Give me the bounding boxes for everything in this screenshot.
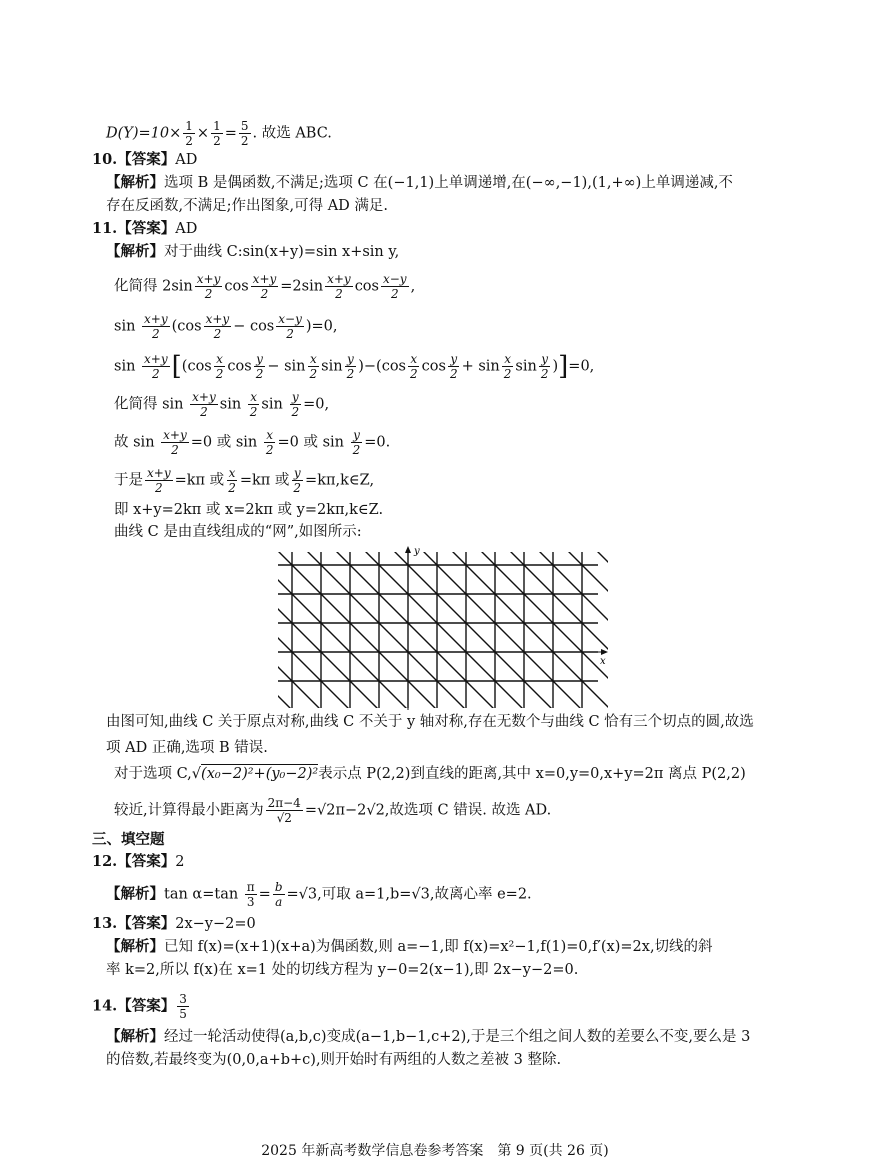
fraction-denominator: 2 xyxy=(540,367,549,381)
fraction xyxy=(291,466,303,495)
q11-simplify-line xyxy=(114,272,415,301)
fraction-denominator: 2 xyxy=(503,367,512,381)
q11-step-6 xyxy=(114,466,374,495)
y-axis-arrow xyxy=(405,546,411,553)
fraction-denominator: 5 xyxy=(179,1007,187,1021)
fraction-denominator: 2 xyxy=(255,367,264,381)
conclusion-text: . 故选 ABC. xyxy=(252,125,332,142)
fraction-numerator: x+y xyxy=(196,272,221,286)
fraction-numerator: π xyxy=(246,880,255,894)
fraction-denominator: 2 xyxy=(154,481,163,495)
text: (cos xyxy=(171,318,202,335)
q11-conclusion-1: 由图可知,曲线 C 关于原点对称,曲线 C 不关于 y 轴对称,存在无数个与曲线 C 恰有三个切点的圆,故选 xyxy=(106,714,754,730)
y-axis-label: y xyxy=(414,546,420,557)
fraction-numerator: x xyxy=(216,352,223,366)
text: cos xyxy=(421,358,446,375)
fraction-denominator: 2 xyxy=(152,367,160,381)
text: 于是 xyxy=(114,472,143,489)
answer-tag: 14.【答案】 xyxy=(92,997,176,1015)
analysis-tag: 【解析】 xyxy=(106,1028,164,1045)
fraction xyxy=(351,428,363,457)
fraction xyxy=(502,352,514,381)
variance-expression: D(Y)=10× xyxy=(106,125,182,142)
fraction-numerator: x+y xyxy=(192,390,216,404)
fraction-numerator: y xyxy=(291,390,299,404)
q11-step-3 xyxy=(114,352,594,381)
text: cos xyxy=(227,358,252,375)
analysis-text: 选项 B 是偶函数,不满足;选项 C 在(−1,1)上单调递增,在(−∞,−1),(1,+∞)上单调递减,不 xyxy=(164,175,733,191)
fraction-numerator: y xyxy=(347,352,354,366)
times-sign: × xyxy=(196,125,210,142)
fraction-numerator: 1 xyxy=(213,119,221,133)
equals-sign: = xyxy=(224,125,237,142)
fraction-numerator: x+y xyxy=(144,352,168,366)
fraction-numerator: x+y xyxy=(163,428,187,442)
q11-distance xyxy=(114,796,551,825)
fraction xyxy=(264,428,276,457)
q11-analysis-line-1 xyxy=(106,242,399,262)
top-variance-line xyxy=(106,119,332,148)
answer-tag: 11.【答案】 xyxy=(92,220,176,237)
q11-option-c: 对于选项 C,√(x₀−2)²+(y₀−2)²表示点 P(2,2)到直线的距离,其中 x=0,y=0,x+y=2π 离点 P(2,2) xyxy=(114,766,746,782)
fraction-denominator: 2 xyxy=(204,287,213,301)
answer-value: 2 xyxy=(175,854,185,870)
text: =0, xyxy=(303,396,330,413)
q10-analysis-line-2: 存在反函数,不满足;作出图象,可得 AD 满足. xyxy=(106,198,389,214)
text: sin xyxy=(219,396,242,413)
diagonal-line xyxy=(353,546,608,710)
text: − sin xyxy=(267,358,306,375)
fraction xyxy=(245,880,257,909)
text: 故 sin xyxy=(114,434,155,451)
text: =0 或 sin xyxy=(190,434,258,451)
fraction-denominator: 2 xyxy=(215,367,224,381)
fraction-denominator: 2 xyxy=(286,327,294,341)
fraction-half xyxy=(183,119,195,148)
fraction xyxy=(381,272,409,301)
fraction xyxy=(142,312,170,341)
fraction xyxy=(539,352,551,381)
answer-value: AD xyxy=(175,152,198,168)
fraction-denominator: 2 xyxy=(152,327,160,341)
text: sin xyxy=(261,396,283,413)
text: =0. xyxy=(364,434,391,451)
bracket: ] xyxy=(558,351,569,382)
fraction-denominator: 2 xyxy=(213,327,222,341)
fraction xyxy=(325,272,353,301)
fraction-half xyxy=(211,119,223,148)
fraction xyxy=(254,352,266,381)
fraction-denominator: 2 xyxy=(260,287,269,301)
fraction-numerator: x−y xyxy=(382,272,407,286)
diagonal-line xyxy=(278,546,521,710)
page-footer: 2025 年新高考数学信息卷参考答案 第 9 页(共 26 页) xyxy=(261,1143,609,1159)
text: + sin xyxy=(461,358,500,375)
text: 对于选项 C, xyxy=(114,766,192,782)
fraction-denominator: 2 xyxy=(265,443,274,457)
fraction-numerator: x xyxy=(309,352,317,366)
fraction-numerator: 1 xyxy=(185,119,193,133)
bracket: [ xyxy=(171,351,182,382)
fraction xyxy=(266,796,303,825)
analysis-tag: 【解析】 xyxy=(106,243,164,260)
diagonal-line xyxy=(278,546,289,710)
fraction-numerator: y xyxy=(293,466,301,480)
text: tan α=tan xyxy=(164,886,239,903)
fraction xyxy=(226,466,238,495)
text: , xyxy=(410,278,416,295)
fraction-denominator: 3 xyxy=(246,895,255,909)
text: sin xyxy=(321,358,343,375)
fraction xyxy=(248,390,260,419)
fraction-denominator: 2 xyxy=(213,134,221,148)
fraction-numerator: x+y xyxy=(252,272,277,286)
q12-answer xyxy=(92,852,184,872)
text: (cos xyxy=(376,358,406,375)
text: (cos xyxy=(181,358,212,375)
analysis-text: 已知 f(x)=(x+1)(x+a)为偶函数,则 a=−1,即 f(x)=x²−1,f(1)=0,f′(x)=2x,切线的斜 xyxy=(164,939,713,955)
answer-value: 2x−y−2=0 xyxy=(175,916,256,932)
diagonal-line xyxy=(295,546,608,710)
x-axis-label: x xyxy=(600,656,606,667)
q11-answer xyxy=(92,219,197,239)
fraction-denominator: 2 xyxy=(291,405,300,419)
fraction-numerator: x+y xyxy=(147,466,171,480)
text: − cos xyxy=(233,318,275,335)
text: ) xyxy=(358,358,364,375)
q12-analysis xyxy=(106,880,532,909)
q14-analysis-line-2: 的倍数,若最终变为(0,0,a+b+c),则开始时有两组的人数之差被 3 整除. xyxy=(106,1052,562,1068)
line-grid-figure xyxy=(278,546,608,710)
q13-analysis-line-2: 率 k=2,所以 f(x)在 x=1 处的切线方程为 y−0=2(x−1),即 2x−y−2=0. xyxy=(106,962,579,978)
text: = xyxy=(258,886,271,903)
answer-fraction xyxy=(177,992,189,1021)
fraction-numerator: 2π−4 xyxy=(267,796,301,810)
sqrt-expression: (x₀−2)²+(y₀−2)² xyxy=(201,766,319,782)
fraction xyxy=(145,466,173,495)
fraction xyxy=(161,428,189,457)
fraction-denominator: 2 xyxy=(228,481,236,495)
fraction-denominator: 2 xyxy=(171,443,179,457)
fraction xyxy=(345,352,357,381)
fraction-numerator: x+y xyxy=(144,312,168,326)
fraction-numerator: x xyxy=(266,428,274,442)
fraction-denominator: 2 xyxy=(185,134,193,148)
diagonal-line xyxy=(278,546,347,710)
text: )=0, xyxy=(305,318,338,335)
fraction-denominator: 2 xyxy=(200,405,208,419)
fraction-numerator: x+y xyxy=(205,312,230,326)
fraction xyxy=(289,390,301,419)
fraction-denominator: 2 xyxy=(293,481,302,495)
q14-answer xyxy=(92,992,191,1021)
text: cos xyxy=(224,278,249,295)
q11-step-2 xyxy=(114,312,338,341)
fraction xyxy=(190,390,218,419)
text: =√3,可取 a=1,b=√3,故离心率 e=2. xyxy=(286,886,532,903)
text: cos xyxy=(354,278,379,295)
q10-analysis-line-1 xyxy=(106,173,733,193)
fraction-denominator: 2 xyxy=(410,367,418,381)
fraction-denominator: 2 xyxy=(240,134,249,148)
text: =√2π−2√2,故选项 C 错误. 故选 AD. xyxy=(304,802,552,819)
analysis-tag: 【解析】 xyxy=(106,885,164,903)
q13-answer xyxy=(92,914,256,934)
x-axis-arrow xyxy=(601,649,608,655)
fraction-result xyxy=(239,119,251,148)
fraction-numerator: y xyxy=(353,428,360,442)
text: 化简得 sin xyxy=(114,396,184,413)
q11-step-7: 即 x+y=2kπ 或 x=2kπ 或 y=2kπ,k∈Z. xyxy=(114,502,384,518)
text: =0 或 sin xyxy=(277,434,345,451)
fraction xyxy=(276,312,304,341)
answer-tag: 10.【答案】 xyxy=(92,151,176,168)
fraction-denominator: 2 xyxy=(335,287,343,301)
fraction-numerator: 5 xyxy=(240,119,249,133)
fraction-numerator: x xyxy=(228,466,236,480)
fraction xyxy=(204,312,232,341)
text: sin xyxy=(515,358,537,375)
text: 表示点 P(2,2)到直线的距离,其中 x=0,y=0,x+y=2π 离点 P(2,2) xyxy=(318,766,746,782)
section-title-fill-blank: 三、填空题 xyxy=(92,832,165,848)
fraction xyxy=(273,880,285,909)
q14-analysis-line-1 xyxy=(106,1027,750,1047)
answer-tag: 13.【答案】 xyxy=(92,915,176,932)
fraction xyxy=(251,272,279,301)
text: sin xyxy=(114,358,136,375)
text: =kπ 或 xyxy=(239,472,290,489)
fraction-numerator: x xyxy=(250,390,257,404)
text: =2sin xyxy=(280,278,324,295)
q11-net-caption: 曲线 C 是由直线组成的“网”,如图所示: xyxy=(114,524,362,540)
fraction-numerator: y xyxy=(450,352,458,366)
fraction-denominator: 2 xyxy=(449,367,458,381)
fraction-numerator: x xyxy=(410,352,418,366)
fraction-numerator: x+y xyxy=(327,272,351,286)
text: 2sin xyxy=(162,278,193,295)
fraction xyxy=(142,352,170,381)
fraction xyxy=(448,352,460,381)
text: − xyxy=(363,358,377,375)
analysis-tag: 【解析】 xyxy=(106,174,164,191)
answer-tag: 12.【答案】 xyxy=(92,853,176,870)
text: ) xyxy=(552,358,559,375)
fraction-denominator: 2 xyxy=(249,405,258,419)
fraction-numerator: x xyxy=(504,352,511,366)
diagonal-line xyxy=(278,546,579,710)
q13-analysis-line-1 xyxy=(106,937,713,957)
diagonal-line xyxy=(527,546,608,710)
text: =kπ 或 xyxy=(174,472,225,489)
q10-answer xyxy=(92,150,197,170)
fraction-numerator: b xyxy=(274,880,283,894)
analysis-text: 经过一轮活动使得(a,b,c)变成(a−1,b−1,c+2),于是三个组之间人数的差要么不变,要么是 3 xyxy=(164,1029,751,1045)
fraction-numerator: y xyxy=(256,352,263,366)
analysis-tag: 【解析】 xyxy=(106,938,164,955)
q11-step-4 xyxy=(114,390,329,419)
fraction xyxy=(214,352,226,381)
fraction-denominator: a xyxy=(275,895,283,909)
text: 化简得 xyxy=(114,278,158,295)
analysis-text: 对于曲线 C:sin(x+y)=sin x+sin y, xyxy=(164,244,400,260)
q11-conclusion-2: 项 AD 正确,选项 B 错误. xyxy=(106,740,268,756)
text: sin xyxy=(114,318,136,335)
text: 较近,计算得最小距离为 xyxy=(114,802,264,819)
fraction xyxy=(195,272,223,301)
grid-lines xyxy=(278,546,608,710)
fraction-denominator: 2 xyxy=(390,287,399,301)
fraction-denominator: 2 xyxy=(309,367,318,381)
q11-step-5 xyxy=(114,428,390,457)
diagonal-line xyxy=(278,546,463,710)
text: =kπ,k∈Z, xyxy=(305,472,375,489)
fraction xyxy=(308,352,320,381)
fraction-denominator: √2 xyxy=(276,811,292,825)
answer-value: AD xyxy=(175,221,198,237)
fraction-numerator: 3 xyxy=(179,992,187,1006)
fraction xyxy=(408,352,420,381)
fraction-denominator: 2 xyxy=(352,443,361,457)
text: =0, xyxy=(568,358,595,375)
fraction-denominator: 2 xyxy=(346,367,355,381)
fraction-numerator: y xyxy=(541,352,549,366)
fraction-numerator: x−y xyxy=(278,312,302,326)
